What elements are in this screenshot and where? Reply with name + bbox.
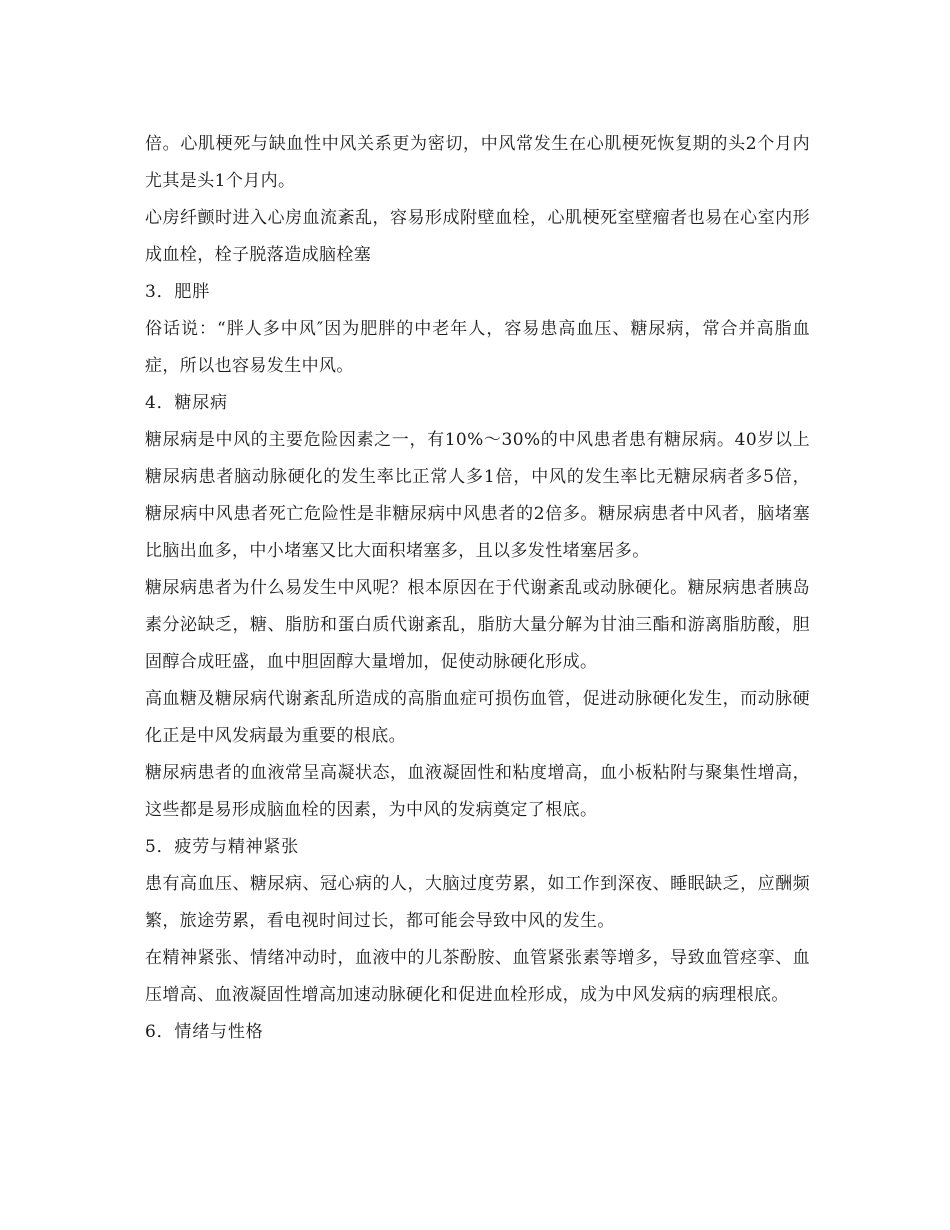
heading-fatigue-stress: 5．疲劳与精神紧张 [145, 837, 300, 857]
paragraph-fatigue: 患有高血压、糖尿病、冠心病的人，大脑过度劳累，如工作到深夜、睡眠缺乏，应酬频繁，旅途劳累，看电视时间过长，都可能会导致中风的发生。 [145, 874, 810, 931]
paragraph-atrial-fibrillation: 心房纤颤时进入心房血流紊乱，容易形成附壁血栓，心肌梗死室壁瘤者也易在心室内形成血栓，栓子脱落造成脑栓塞 [145, 208, 810, 265]
paragraph-blood-coagulation: 糖尿病患者的血液常呈高凝状态，血液凝固性和粘度增高，血小板粘附与聚集性增高，这些都是易形成脑血栓的因素，为中风的发病奠定了根底。 [145, 763, 810, 820]
paragraph-diabetes-cause: 糖尿病患者为什么易发生中风呢？根本原因在于代谢紊乱或动脉硬化。糖尿病患者胰岛素分泌缺乏，糖、脂肪和蛋白质代谢紊乱，脂肪大量分解为甘油三酯和游离脂肪酸，胆固醇合成旺盛，血中胆固醇大量增加，促使动脉硬化形成。 [145, 578, 810, 672]
paragraph-stress: 在精神紧张、情绪冲动时，血液中的儿茶酚胺、血管紧张素等增多，导致血管痉挛、血压增高、血液凝固性增高加速动脉硬化和促进血栓形成，成为中风发病的病理根底。 [145, 948, 810, 1005]
heading-diabetes: 4．糖尿病 [145, 393, 228, 413]
paragraph-hyperglycemia: 高血糖及糖尿病代谢紊乱所造成的高脂血症可损伤血管，促进动脉硬化发生，而动脉硬化正是中风发病最为重要的根底。 [145, 689, 810, 746]
document-body [145, 126, 810, 1051]
paragraph-obesity: 俗话说：“胖人多中风″因为肥胖的中老年人，容易患高血压、糖尿病，常合并高脂血症，所以也容易发生中风。 [145, 319, 810, 376]
paragraph-mi-stroke-timing: 倍。心肌梗死与缺血性中风关系更为密切，中风常发生在心肌梗死恢复期的头2个月内尤其是头1个月内。 [145, 134, 810, 191]
paragraph-diabetes-risk: 糖尿病是中风的主要危险因素之一，有10%～30%的中风患者患有糖尿病。40岁以上糖尿病患者脑动脉硬化的发生率比正常人多1倍，中风的发生率比无糖尿病者多5倍，糖尿病中风患者死亡危险性是非糖尿病中风患者的2倍多。糖尿病患者中风者，脑堵塞比脑出血多，中小堵塞又比大面积堵塞多，且以多发性堵塞居多。 [145, 430, 810, 561]
heading-obesity: 3．肥胖 [145, 282, 211, 302]
heading-emotion-personality: 6．情绪与性格 [145, 1022, 264, 1042]
